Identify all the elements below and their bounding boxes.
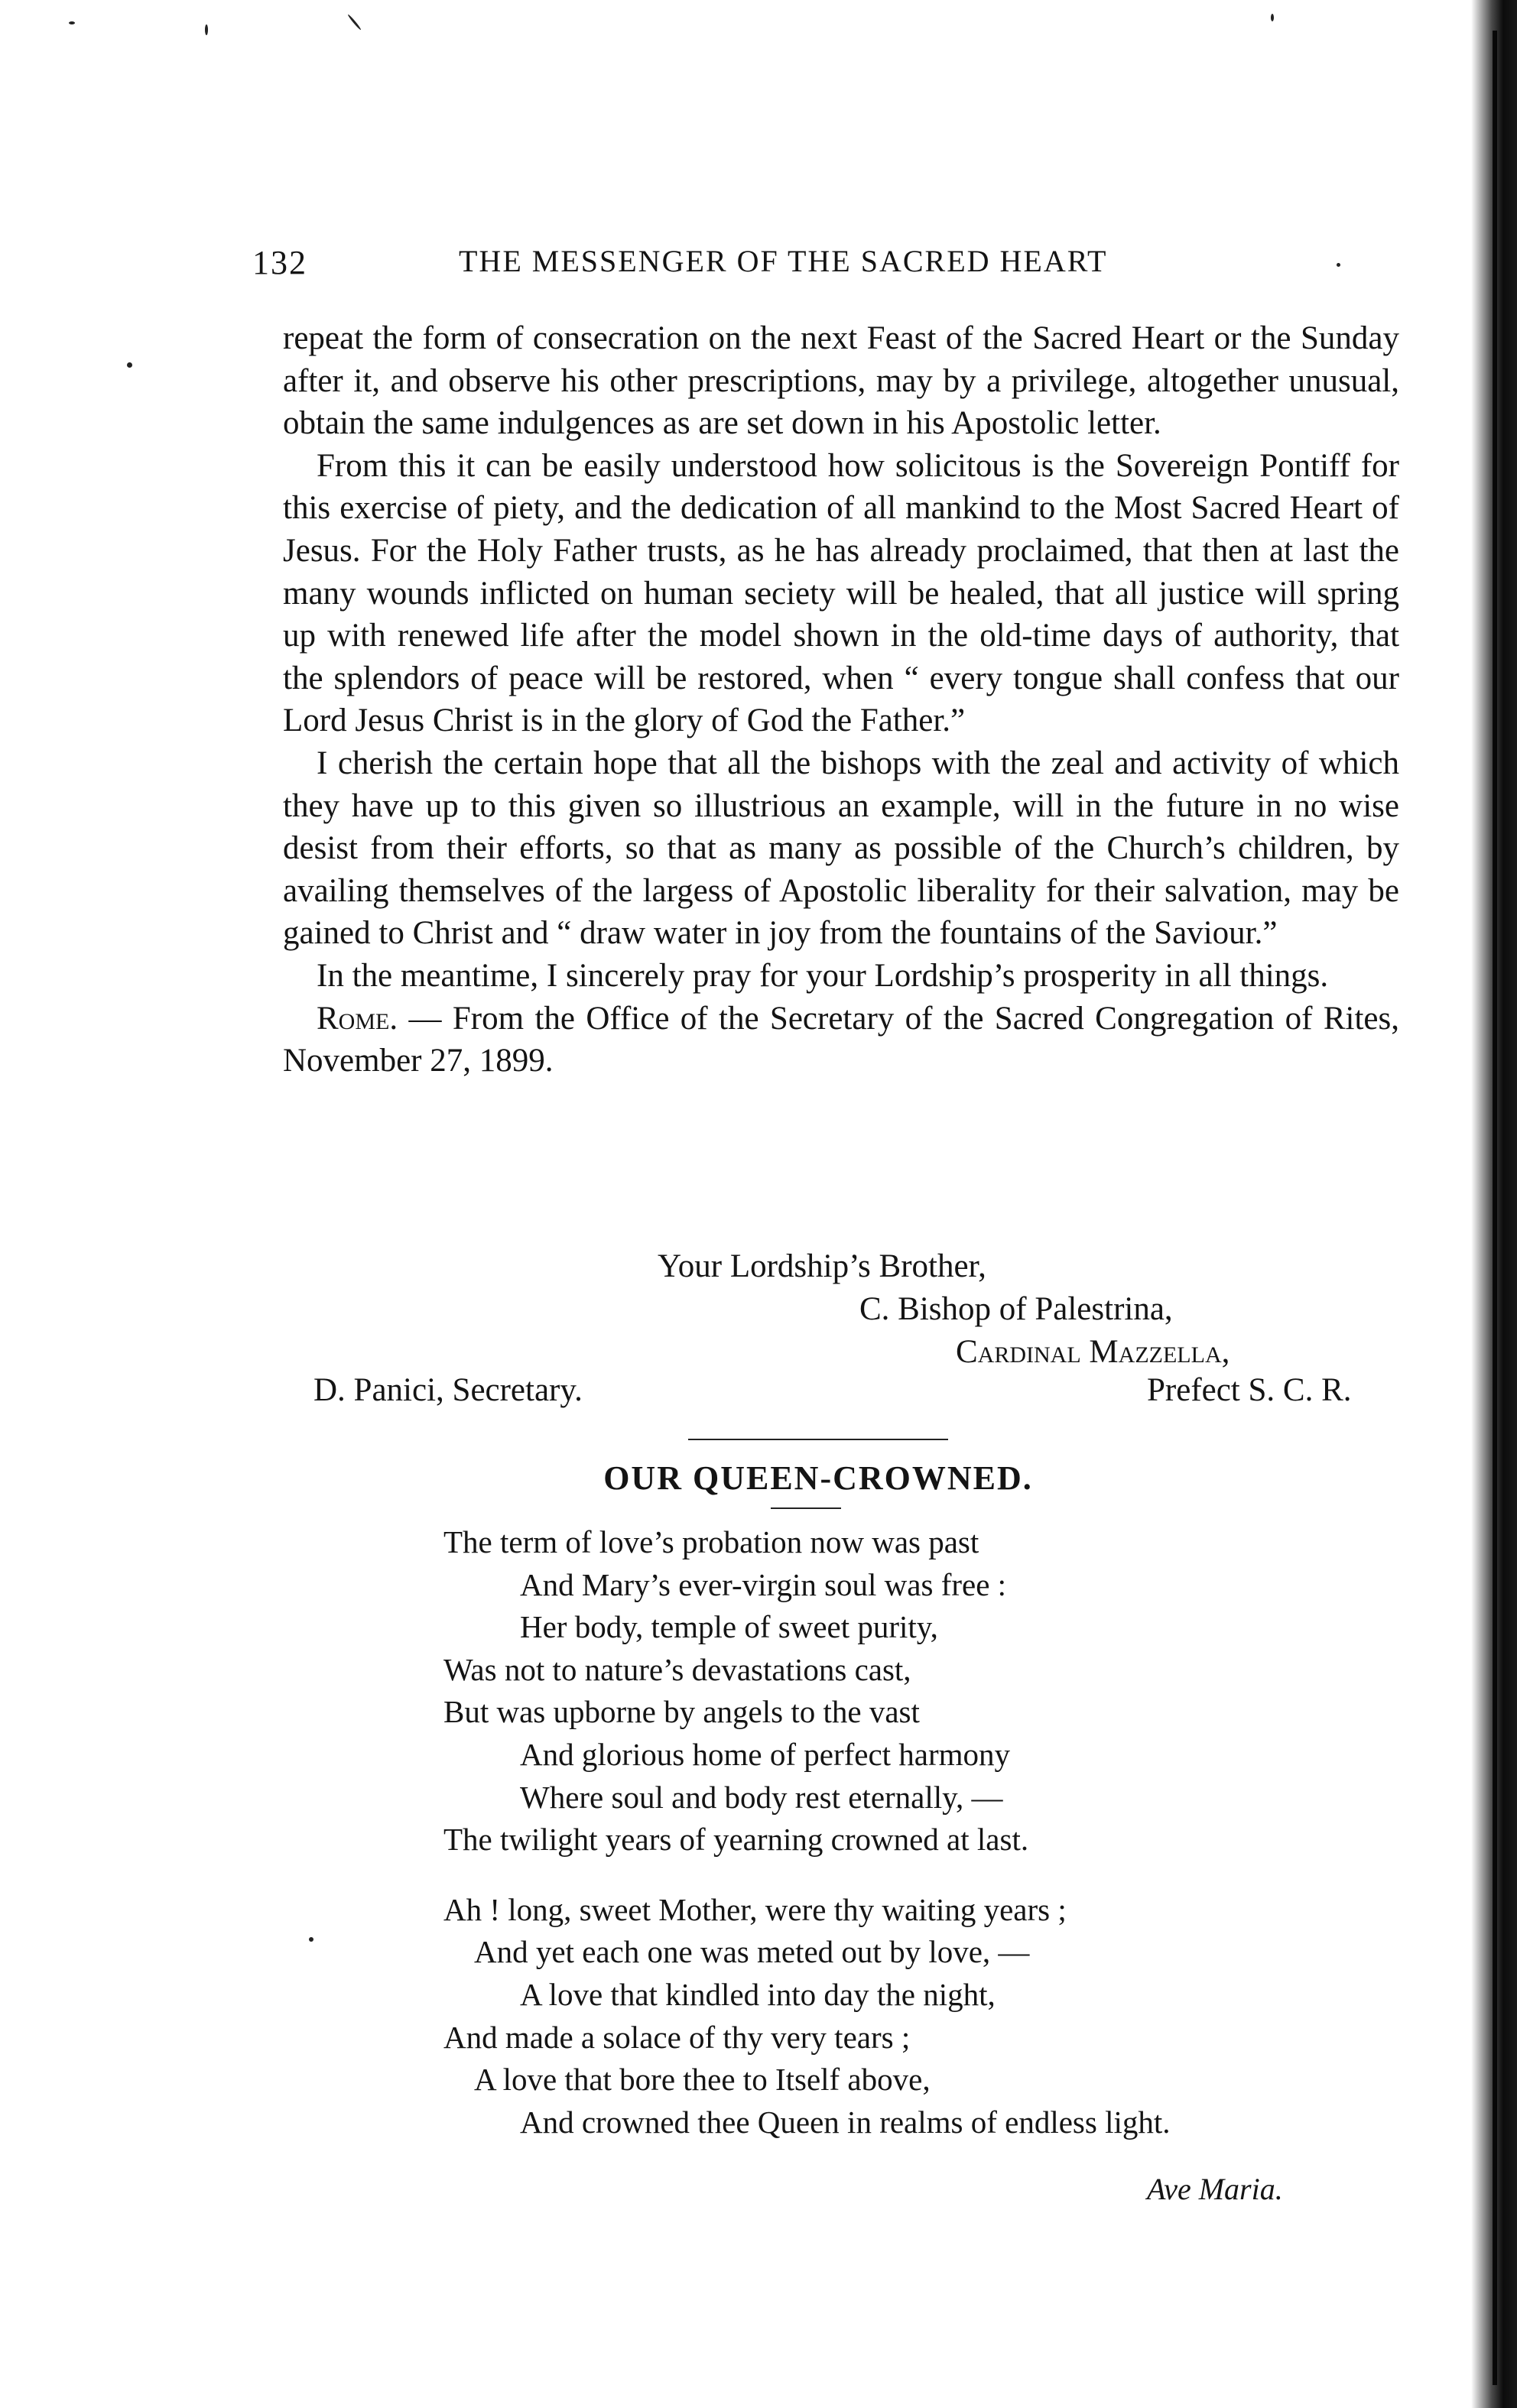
stanza-break [443,1861,1361,1889]
poem-line: Was not to nature’s devastations cast, [443,1651,911,1687]
text-line: as possible of the Church’s children, by availing themselves of the [283,830,1399,909]
scan-speck [205,24,208,35]
poem-line: And yet each one was meted out by love, — [474,1934,1030,1970]
poem-line: Ah ! long, sweet Mother, were thy waiting years ; [443,1891,1067,1927]
text-line: renewed life after the model shown in the old-time days of authority, [397,618,1339,654]
poem-line: A love that kindled into day the night, [520,1976,996,2012]
poem-line: The twilight years of yearning crowned at last. [443,1822,1029,1858]
text-line: privilege, altogether unusual, obtain the same indulgences as are set [283,362,1400,442]
poem-line: Where soul and body rest eternally, — [520,1779,1003,1815]
text-line: Christ and “ draw water in joy from the fountains of the Saviour.” [412,915,1278,952]
text-line: confess that our Lord Jesus Christ is in the glory of God the Father.” [283,660,1399,739]
poem-line: A love that bore thee to Itself above, [474,2062,931,2098]
text-line: on human seciety will be healed, that all justice will spring up with [283,575,1400,654]
section-divider [688,1439,948,1440]
scan-speck [347,14,362,31]
text-line: down in his Apostolic letter. [791,405,1161,442]
poem-title: OUR QUEEN-CROWNED. [603,1459,1033,1497]
text-line: has already proclaimed, that then at last the many wounds inflicted [283,532,1400,612]
poem-line: And Mary’s ever-virgin soul was free : [520,1566,1007,1602]
journal-title: THE MESSENGER OF THE SACRED HEART [459,244,1108,278]
text-line: will in the future in no wise desist from their efforts, so that as many [283,787,1399,867]
text-line: From this it can be easily understood how solicitous is the Sovereign [317,447,1249,484]
page-edge-line [1493,31,1497,2385]
poem-line: And made a solace of thy very tears ; [443,2019,911,2055]
paragraph-5 [283,998,1399,1082]
poem-line: But was upborne by angels to the vast [443,1694,920,1730]
signature-bishop: C. Bishop of Palestrina, [859,1291,1173,1327]
scan-speck [69,21,75,24]
letter-body [283,317,1399,1082]
scan-speck [1337,263,1340,267]
text-line: In the meantime, I sincerely pray for your Lordship’s prosperity in [317,957,1191,994]
poem-line: And crowned thee Queen in realms of endless light. [520,2104,1171,2140]
signature-closing: Your Lordship’s Brother, [658,1248,986,1284]
poem [443,1521,1361,2144]
paragraph-1 [283,317,1399,445]
text-line: to the Most Sacred Heart of Jesus. For the Holy Father trusts, as he [283,490,1400,569]
signature-prefect: Prefect S. C. R. [1147,1372,1352,1408]
text-line: — From the Office of the Secretary of the Sacred Congregation [408,1000,1275,1037]
text-line: of Rites, November 27, 1899. [283,1000,1399,1079]
paragraph-3 [283,742,1399,955]
poem-attribution: Ave Maria. [1147,2172,1283,2206]
paragraph-4 [283,955,1399,998]
poem-line: The term of love’s probation now was past [443,1524,979,1559]
signature-cardinal: Cardinal Mazzella, [956,1334,1230,1370]
text-line: or the Sunday after it, and observe his other prescriptions, may by a [283,320,1399,399]
scan-speck [127,362,132,368]
page-number: 132 [252,244,307,281]
signature-secretary: D. Panici, Secretary. [313,1372,583,1408]
title-underline [771,1507,841,1509]
text-line: largess of Apostolic liberality for their salvation, may be gained to [283,872,1400,952]
text-line: repeat the form of consecration on the next Feast of the Sacred Heart [283,320,1205,356]
text-line: all things. [1198,957,1329,994]
poem-line: And glorious home of perfect harmony [520,1736,1011,1772]
paragraph-2 [283,445,1399,742]
text-line: activity of which they have up to this given so illustrious an example, [283,745,1400,824]
text-line: that the splendors of peace will be restored, when “ every tongue shall [283,618,1400,696]
text-line: Pontiff for this exercise of piety, and the dedication of all mankind [283,447,1400,527]
place-rome: Rome. [317,1000,398,1037]
poem-line: Her body, temple of sweet purity, [520,1609,938,1645]
scan-speck [309,1937,313,1942]
scan-speck [1271,14,1274,21]
text-line: I cherish the certain hope that all the bishops with the zeal and [317,745,1162,781]
